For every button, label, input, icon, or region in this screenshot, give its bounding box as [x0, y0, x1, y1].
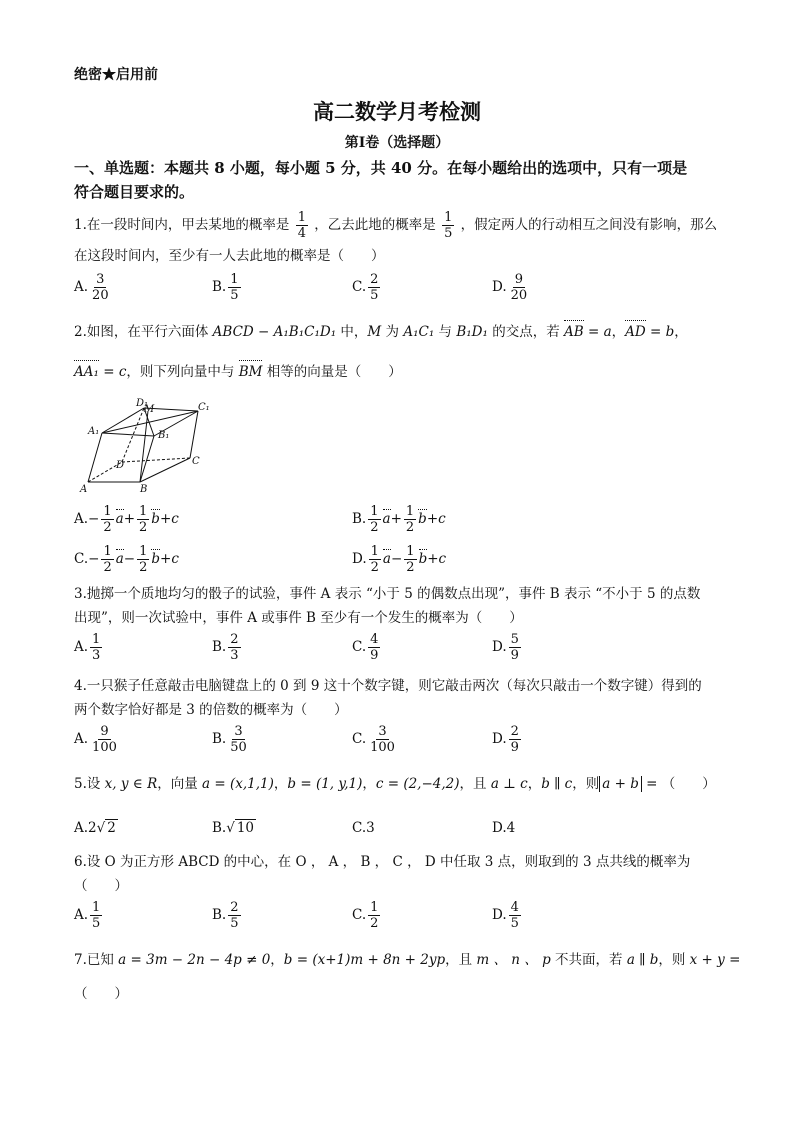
q7-text: 7.已知	[74, 952, 119, 968]
q7-vectors-mnp: m 、 n 、 p	[476, 952, 551, 968]
sign: +	[123, 511, 136, 527]
half	[101, 544, 113, 575]
num: 2	[230, 632, 239, 647]
num: 1	[92, 900, 101, 915]
q2-text: 的交点，若	[487, 324, 565, 340]
option-label: A.	[74, 511, 89, 527]
sign: +	[390, 511, 402, 527]
q5-text: 5.设	[74, 776, 105, 792]
vec-b: b	[151, 511, 160, 527]
q4-option-c	[352, 724, 399, 755]
q6-option-d	[492, 900, 523, 931]
den: 2	[405, 520, 415, 535]
q6-option-b	[212, 900, 243, 931]
question-6-line-2: （ ）	[74, 878, 128, 894]
den: 9	[370, 648, 379, 663]
label-a1: A₁	[88, 426, 100, 437]
sign: −	[88, 551, 100, 567]
q2-segment-bd: B₁D₁	[456, 324, 488, 340]
question-1-line-1	[74, 210, 717, 241]
q2-solid-name: ABCD − A₁B₁C₁D₁	[212, 324, 337, 340]
q2-vector-ab: AB	[564, 324, 584, 340]
den: 5	[444, 226, 453, 241]
den: 2	[103, 560, 112, 575]
option-fraction	[509, 272, 530, 303]
q7-text: ，则	[658, 952, 690, 968]
den: 9	[510, 648, 519, 663]
num: 3	[96, 272, 105, 287]
edge-a1d1	[102, 408, 144, 433]
option-label: D.	[352, 551, 367, 567]
option-label: B.	[352, 511, 367, 527]
option-fraction	[509, 900, 521, 931]
question-2-line-2	[74, 362, 402, 382]
q5-vector-a: a = (x,1,1)	[202, 776, 274, 792]
q3-option-b	[212, 632, 243, 663]
question-4-line-1: 4.一只猴子任意敲击电脑键盘上的 0 到 9 这十个数字键，则它敲击两次（每次只敲击一个数字键）得到的	[74, 678, 702, 694]
question-6-line-1: 6.设 O 为正方形 ABCD 的中心，在 O ， A ， B ， C ， D 中任取 3 点，则取到的 3 点共线的概率为	[74, 854, 691, 870]
option-label: C.	[352, 279, 367, 295]
den: 50	[230, 740, 247, 755]
q5-option-d: D.4	[492, 820, 516, 836]
q1-prob-1	[296, 210, 308, 241]
q2-text: ，则下列向量中与	[126, 364, 239, 380]
q5-option-c: C.3	[352, 820, 375, 836]
q2-eq-b: = b	[645, 324, 675, 340]
den: 2	[103, 520, 112, 535]
num: 1	[405, 504, 415, 519]
vec-a: a	[382, 511, 391, 527]
num: 1	[230, 272, 239, 287]
q5-text: = （ ）	[641, 776, 716, 792]
q2-text: 相等的向量是（ ）	[262, 364, 402, 380]
num: 1	[139, 544, 148, 559]
num: 1	[297, 210, 306, 225]
q5-perp: a ⊥ c	[490, 776, 528, 792]
label-c: C	[192, 456, 200, 467]
q2-segment-ac: A₁C₁	[403, 324, 435, 340]
num: 1	[406, 544, 415, 559]
option-label: D.	[492, 279, 507, 295]
sign: −	[123, 551, 136, 567]
question-1-line-2: 在这段时间内，至少有一人去此地的概率是（ ）	[74, 248, 385, 264]
q5-sep: ，	[273, 776, 288, 792]
option-fraction	[368, 632, 380, 663]
den: 5	[230, 916, 239, 931]
option-fraction	[228, 632, 240, 663]
option-fraction	[90, 900, 102, 931]
sign: −	[88, 511, 100, 527]
q5-vector-b: b = (1, y,1)	[287, 776, 363, 792]
edge-cc1	[190, 411, 198, 458]
q5-sep: ，	[362, 776, 376, 792]
half	[368, 504, 380, 535]
q7-text: 不共面，若	[550, 952, 627, 968]
section-heading-line-2: 符合题目要求的。	[74, 183, 195, 201]
q5-text: ，则	[572, 776, 600, 792]
num: 3	[234, 724, 243, 739]
q5-option-b: B.√ 10	[212, 820, 255, 836]
vec-c-term: +c	[160, 551, 179, 567]
vec-a: a	[115, 551, 124, 567]
half	[101, 504, 113, 535]
option-fraction	[228, 724, 249, 755]
option-label: C.	[74, 551, 89, 567]
radicand: 10	[236, 820, 255, 836]
q2-sep: ，	[611, 324, 626, 340]
half	[369, 544, 381, 575]
den: 9	[510, 740, 519, 755]
den: 2	[370, 916, 379, 931]
parallelepiped-figure	[74, 396, 214, 496]
den: 2	[406, 560, 415, 575]
q6-option-a	[74, 900, 104, 931]
num: 2	[370, 272, 379, 287]
question-3-line-2: 出现”，则一次试验中，事件 A 或事件 B 至少有一个发生的概率为（ ）	[74, 610, 523, 626]
den: 3	[92, 648, 101, 663]
half	[404, 504, 416, 535]
option-fraction	[90, 632, 102, 663]
q1-prob-2	[442, 210, 454, 241]
question-7-line-2: （ ）	[74, 986, 128, 1002]
den: 5	[370, 288, 379, 303]
den: 5	[230, 288, 239, 303]
num: 1	[92, 632, 101, 647]
vec-c-term: +c	[426, 511, 446, 527]
edge-dc-hidden	[122, 458, 190, 462]
option-label: C.	[352, 907, 367, 923]
question-7-line-1	[74, 950, 740, 970]
q2-vector-bm: BM	[238, 364, 263, 380]
q5-option-a: A.2√ 2	[74, 820, 116, 836]
num: 4	[510, 900, 519, 915]
num: 1	[103, 544, 112, 559]
label-b1: B₁	[158, 430, 170, 441]
q5-abs-value: a + b	[599, 776, 642, 792]
q2-eq-c: = c	[98, 364, 127, 380]
q2-text: 与	[434, 324, 457, 340]
q1-text-a: 1.在一段时间内，甲去某地的概率是	[74, 217, 290, 233]
option-fraction	[368, 900, 380, 931]
num: 1	[139, 504, 148, 519]
vec-c-term: +c	[427, 551, 447, 567]
q2-sep: ，	[674, 324, 688, 340]
num: 5	[510, 632, 519, 647]
num: 2	[510, 724, 519, 739]
den: 4	[297, 226, 306, 241]
option-label: B.	[212, 731, 227, 747]
q3-option-a	[74, 632, 104, 663]
q3-option-c	[352, 632, 382, 663]
edge-a1b1	[102, 433, 154, 436]
vec-a: a	[382, 551, 391, 567]
q1-option-c	[352, 272, 382, 303]
vec-b: b	[418, 511, 427, 527]
label-d: D	[116, 460, 125, 471]
den: 3	[230, 648, 239, 663]
num: 2	[230, 900, 239, 915]
option-fraction	[368, 272, 380, 303]
q2-text: 2.如图，在平行六面体	[74, 324, 213, 340]
confidential-mark: 绝密★启用前	[74, 67, 158, 83]
den: 2	[139, 520, 148, 535]
option-label: D.	[492, 731, 507, 747]
option-label: B.	[212, 820, 227, 836]
option-fraction	[509, 632, 521, 663]
q5-vector-c: c = (2,−4,2)	[375, 776, 460, 792]
q5-text: ，且	[459, 776, 491, 792]
den: 2	[370, 560, 379, 575]
num: 1	[370, 900, 379, 915]
q2-option-b	[352, 504, 446, 535]
vec-c-term: +c	[159, 511, 179, 527]
q2-point-m: M	[367, 324, 382, 340]
vec-b: b	[151, 551, 161, 567]
option-label: C.	[352, 639, 367, 655]
edge-aa1	[88, 433, 102, 482]
num: 3	[378, 724, 387, 739]
q4-option-a	[74, 724, 121, 755]
q2-option-d	[352, 544, 446, 575]
q5-parallel: b ∥ c	[541, 776, 573, 792]
segment-bm	[140, 411, 148, 482]
section-heading-line-1: 一、单选题：本题共 8 小题，每小题 5 分，共 40 分。在每小题给出的选项中，只有一项是	[74, 159, 688, 177]
q7-vector-a: a = 3m − 2n − 4p ≠ 0	[118, 952, 271, 968]
half	[137, 544, 149, 575]
num: 1	[103, 504, 112, 519]
q5-sep: ，	[527, 776, 542, 792]
label-b: B	[140, 484, 148, 495]
option-fraction	[228, 900, 240, 931]
den: 5	[92, 916, 101, 931]
label-a: A	[80, 484, 88, 495]
vec-b: b	[418, 551, 428, 567]
q5-vars: x, y ∈ R	[104, 776, 158, 792]
q7-xy: x + y =	[689, 952, 741, 968]
option-label: A.	[74, 820, 89, 836]
q1-text-b: ，乙去此地的概率是	[314, 217, 436, 233]
q2-option-a	[74, 504, 179, 535]
q7-vector-b: b = (x+1)m + 8n + 2yp	[283, 952, 446, 968]
label-m: M	[144, 404, 155, 415]
question-4-line-2: 两个数字恰好都是 3 的倍数的概率为（ ）	[74, 702, 348, 718]
radicand: 2	[107, 820, 116, 836]
page-title: 高二数学月考检测	[313, 99, 481, 124]
coef: 2	[88, 820, 97, 836]
option-label: A.	[74, 639, 89, 655]
q2-text: 中，	[336, 324, 368, 340]
q7-parallel: a ∥ b	[626, 952, 659, 968]
den: 20	[510, 288, 528, 303]
option-label: A.	[74, 907, 89, 923]
q5-text: ，向量	[157, 776, 203, 792]
den: 2	[139, 560, 148, 575]
edge-bc	[140, 458, 190, 482]
q4-option-d	[492, 724, 523, 755]
q1-option-a	[74, 272, 113, 303]
den: 20	[92, 288, 109, 303]
option-label: A.	[74, 279, 89, 295]
section-heading	[74, 156, 687, 204]
q2-text: 为	[381, 324, 404, 340]
question-3-line-1: 3.抛掷一个质地均匀的骰子的试验，事件 A 表示 “小于 5 的偶数点出现”，事件 B 表示 “不小于 5 的点数	[74, 586, 701, 602]
paper-subtitle: 第Ⅰ卷（选择题）	[344, 135, 450, 151]
den: 100	[92, 740, 117, 755]
q2-vector-aa1: AA₁	[74, 364, 99, 380]
option-fraction	[90, 724, 119, 755]
q1-option-b	[212, 272, 243, 303]
option-label: B.	[212, 279, 227, 295]
option-label: D.	[492, 639, 507, 655]
label-d1: D₁	[136, 398, 149, 409]
q2-eq-a: = a	[583, 324, 612, 340]
q1-text-c: ，假定两人的行动相互之间没有影响，那么	[460, 217, 718, 233]
q3-option-d	[492, 632, 523, 663]
half	[137, 504, 149, 535]
den: 5	[510, 916, 519, 931]
question-2-line-1	[74, 322, 688, 342]
sign: −	[390, 551, 403, 567]
option-label: D.	[492, 907, 507, 923]
q2-vector-ad: AD	[625, 324, 646, 340]
option-label: A.	[74, 731, 89, 747]
option-label: C.	[352, 731, 367, 747]
num: 1	[370, 504, 379, 519]
num: 9	[514, 272, 524, 287]
option-fraction	[509, 724, 521, 755]
vec-a: a	[115, 511, 124, 527]
q2-option-c	[74, 544, 179, 575]
q7-sep: ，	[270, 952, 284, 968]
option-fraction	[368, 724, 397, 755]
q1-option-d	[492, 272, 531, 303]
q6-option-c	[352, 900, 382, 931]
option-fraction	[90, 272, 111, 303]
den: 100	[370, 740, 395, 755]
option-fraction	[228, 272, 240, 303]
num: 1	[444, 210, 453, 225]
den: 2	[370, 520, 379, 535]
option-label: B.	[212, 639, 227, 655]
option-label: B.	[212, 907, 227, 923]
q7-text: ，且	[445, 952, 477, 968]
label-c1: C₁	[198, 402, 210, 413]
num: 1	[370, 544, 379, 559]
q4-option-b	[212, 724, 251, 755]
question-5-line-1	[74, 774, 716, 794]
num: 9	[100, 724, 109, 739]
num: 4	[370, 632, 379, 647]
half	[404, 544, 416, 575]
